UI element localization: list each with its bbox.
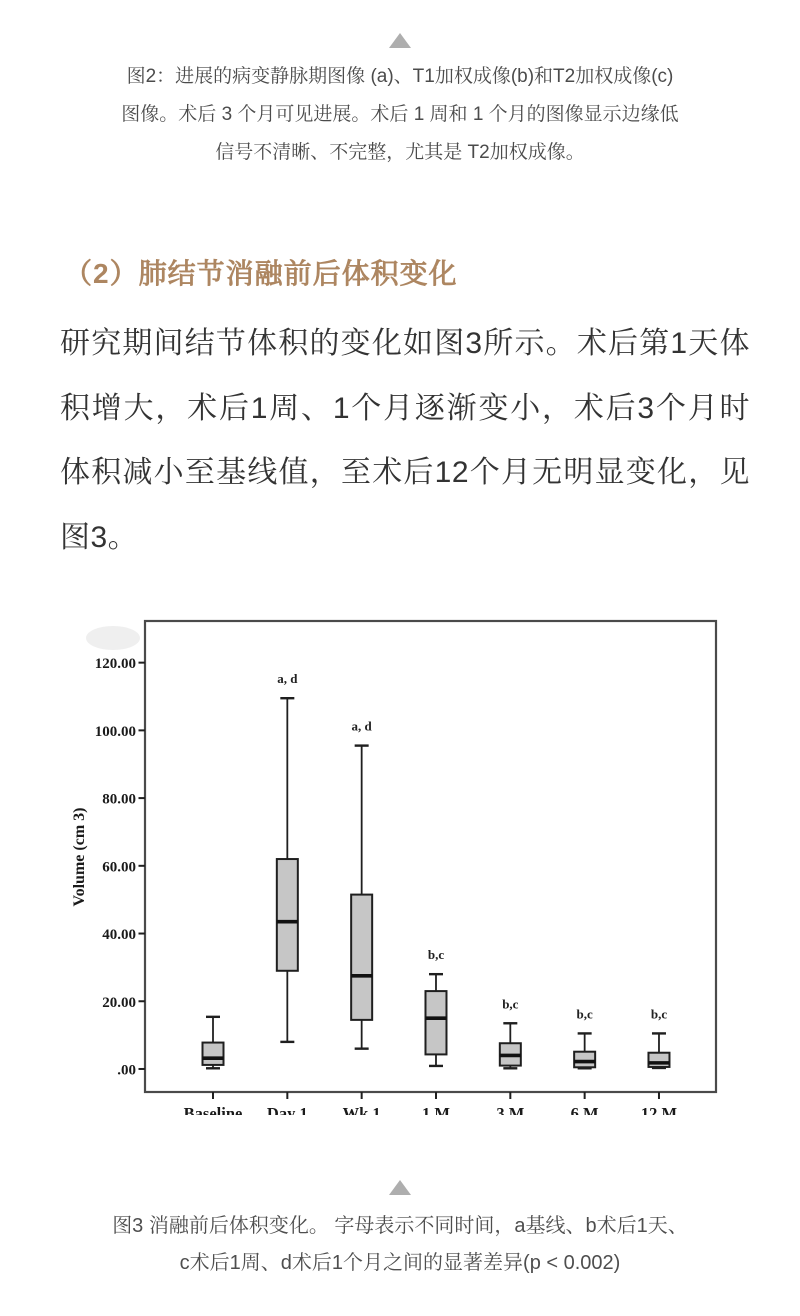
- significance-note: b,c: [650, 1006, 668, 1022]
- section-heading: （2）肺结节消融前后体积变化: [64, 258, 458, 289]
- significance-note: a, d: [277, 671, 298, 687]
- x-category-label: 6 M: [570, 1104, 599, 1115]
- figure2-caption: [36, 58, 764, 172]
- caption-line: 图3 消融前后体积变化。 字母表示不同时间，a基线、b术后1天、: [112, 1215, 688, 1237]
- y-tick-label: 80.00: [102, 791, 136, 808]
- x-category-label: Wk 1: [342, 1104, 381, 1115]
- x-category-label: 3 M: [496, 1104, 525, 1115]
- y-axis-label: Volume (cm 3): [71, 807, 88, 907]
- body-paragraph: 研究期间结节体积的变化如图3所示。术后第1天体积增大，术后1周、1个月逐渐变小，术后3个月时体积减小至基线值，至术后12个月无明显变化，见图3。: [60, 327, 750, 554]
- box-3-m: [500, 996, 521, 1068]
- boxplot-svg: [60, 615, 760, 1115]
- caption-line: c术后1周、d术后1个月之间的显著差异(p < 0.002): [179, 1252, 621, 1274]
- caption-line: 图像。术后 3 个月可见进展。术后 1 周和 1 个月的图像显示边缘低: [121, 104, 679, 125]
- x-category-label: 12 M: [640, 1104, 678, 1115]
- significance-note: b,c: [502, 996, 519, 1012]
- caption-line: 信号不清晰、不完整，尤其是 T2加权成像。: [215, 142, 585, 163]
- caption-line: 图2：进展的病变静脉期图像 (a)、T1加权成像(b)和T2加权成像(c): [126, 66, 674, 87]
- figure3-caption: [36, 1208, 764, 1282]
- y-tick-label: .00: [117, 1062, 136, 1079]
- box-6-m: [574, 1006, 595, 1068]
- significance-note: a, d: [351, 718, 372, 734]
- x-category-label: Day 1: [266, 1104, 308, 1115]
- figure3-boxplot: [60, 615, 760, 1115]
- box-12-m: [648, 1006, 669, 1068]
- y-tick-label: 60.00: [102, 859, 136, 876]
- box-day-1: [277, 671, 298, 1042]
- y-tick-label: 120.00: [94, 656, 136, 673]
- x-category-label: 1 M: [422, 1104, 450, 1115]
- significance-note: b,c: [576, 1006, 593, 1022]
- y-tick-label: 20.00: [102, 994, 136, 1011]
- y-tick-label: 100.00: [94, 723, 136, 740]
- significance-note: b,c: [427, 947, 445, 963]
- box-1-m: [425, 947, 446, 1066]
- x-category-label: Baseline: [183, 1104, 243, 1115]
- y-tick-label: 40.00: [102, 927, 136, 944]
- box-baseline: [203, 1017, 224, 1068]
- up-triangle-icon[interactable]: [389, 33, 411, 48]
- box-wk-1: [351, 719, 372, 1049]
- up-triangle-icon[interactable]: [389, 1180, 411, 1195]
- smudge-artifact: [86, 626, 140, 650]
